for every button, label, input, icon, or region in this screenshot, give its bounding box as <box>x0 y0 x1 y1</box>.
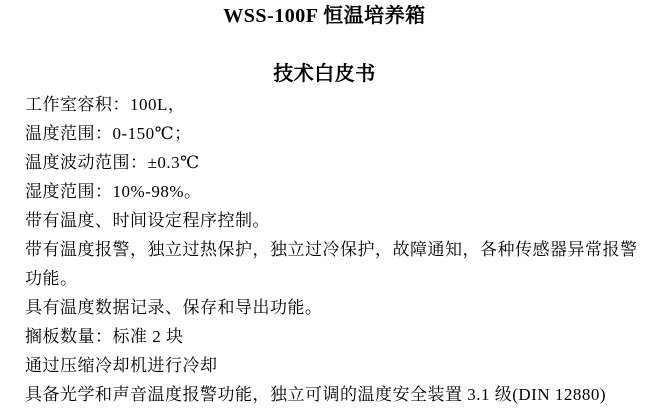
paragraph: 通过压缩冷却机进行冷却 <box>25 356 218 375</box>
section-title: 技术白皮书 <box>273 63 376 85</box>
document-body <box>0 90 649 409</box>
paragraph: 具备光学和声音温度报警功能，独立可调的温度安全装置 3.1 级(DIN 12880) <box>25 385 607 404</box>
paragraph: 温度波动范围：±0.3℃ <box>25 153 200 172</box>
paragraph: 湿度范围：10%-98%。 <box>25 182 202 201</box>
paragraph: 温度范围：0-150℃； <box>25 124 192 143</box>
paragraph: 带有温度、时间设定程序控制。 <box>25 211 270 230</box>
paragraph: 具有温度数据记录、保存和导出功能。 <box>25 298 323 317</box>
paragraph: 带有温度报警，独立过热保护，独立过冷保护，故障通知，各种传感器异常报警功能。 <box>25 240 638 288</box>
document-title: WSS-100F 恒温培养箱 <box>223 5 426 27</box>
paragraph: 工作室容积：100L， <box>25 95 186 114</box>
paragraph: 搁板数量：标准 2 块 <box>25 327 184 346</box>
